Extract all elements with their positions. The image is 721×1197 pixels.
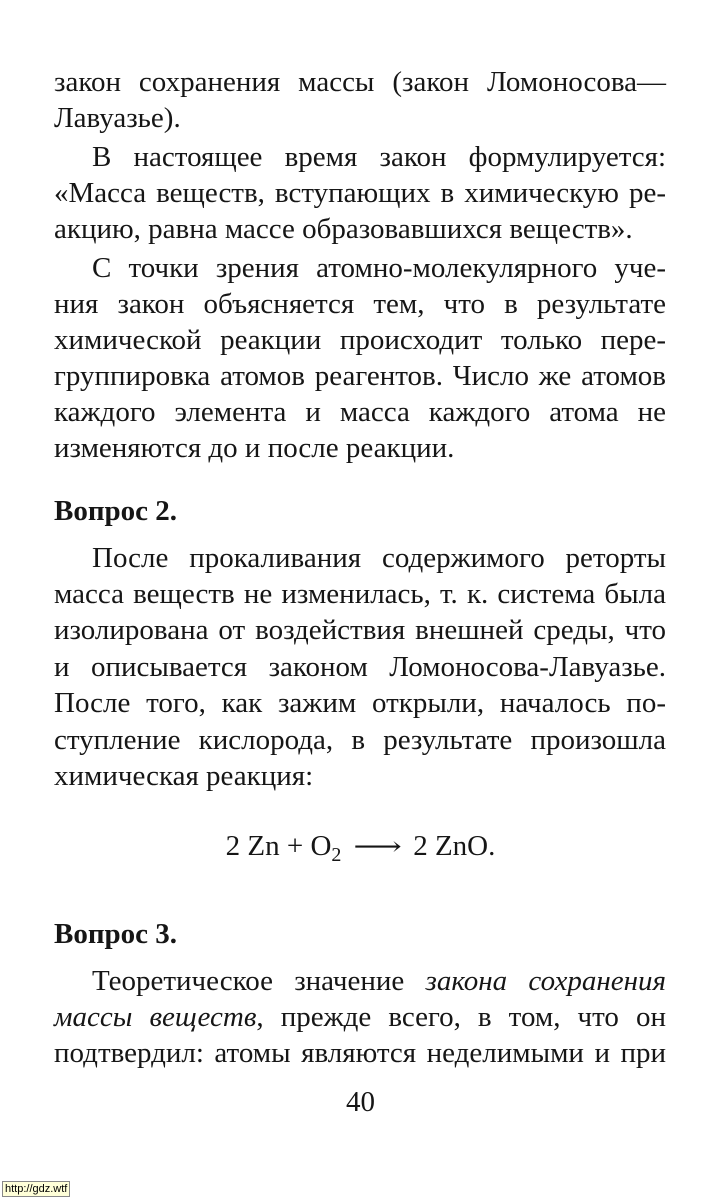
text-line: каждого элемента и масса каждого атома не [54, 396, 666, 428]
text-line: группировка атомов реагентов. Число же атомов [54, 360, 666, 392]
text-line: После прокаливания содержимого реторты [92, 542, 666, 574]
text-line: изолирована от воздействия внешней среды, что [54, 614, 666, 646]
text-line: «Масса веществ, вступающих в химическую ре- [54, 177, 666, 209]
reaction-arrow-icon: ⟶ [353, 832, 402, 861]
text-line: химической реакции происходит только пере- [54, 324, 666, 356]
question-3-heading: Вопрос 3. [54, 918, 178, 950]
text-line: закон сохранения массы (закон Ломоносова— [54, 66, 666, 98]
equation-product: 2 ZnO. [413, 830, 496, 862]
text-italic-term: закона сохранения [425, 965, 666, 997]
text-line: После того, как зажим открыли, началось по- [54, 687, 666, 719]
equation-subscript: 2 [331, 844, 342, 866]
watermark-link[interactable]: http://gdz.wtf [2, 1181, 70, 1197]
text-line: С точки зрения атомно-молекулярного уче- [92, 252, 666, 284]
question-2-heading: Вопрос 2. [54, 495, 178, 527]
text-line [54, 999, 666, 1035]
text-line: масса веществ не изменилась, т. к. система была [54, 578, 666, 610]
text-line: подтвердил: атомы являются неделимыми и при [54, 1037, 666, 1069]
text-italic-term: массы веществ [54, 1001, 257, 1033]
text-line [92, 963, 666, 999]
text-plain: Теоретическое значение [92, 965, 426, 997]
text-line: ступление кислорода, в результате произошла [54, 724, 666, 756]
equation-reactants: 2 Zn + O [225, 830, 332, 862]
text-line: акцию, равна массе образовавшихся веществ». [54, 213, 633, 245]
text-line: химическая реакция: [54, 760, 314, 792]
text-line: изменяются до и после реакции. [54, 432, 455, 464]
text-plain: , прежде всего, в том, что он [256, 1001, 667, 1033]
text-line: В настоящее время закон формулируется: [92, 141, 666, 173]
text-line: ния закон объясняется тем, что в результате [54, 288, 666, 320]
text-line: Лавуазье). [54, 102, 181, 134]
page-number: 40 [346, 1086, 375, 1118]
chemical-equation [0, 826, 721, 875]
text-line: и описывается законом Ломоносова-Лавуазье. [54, 651, 666, 683]
